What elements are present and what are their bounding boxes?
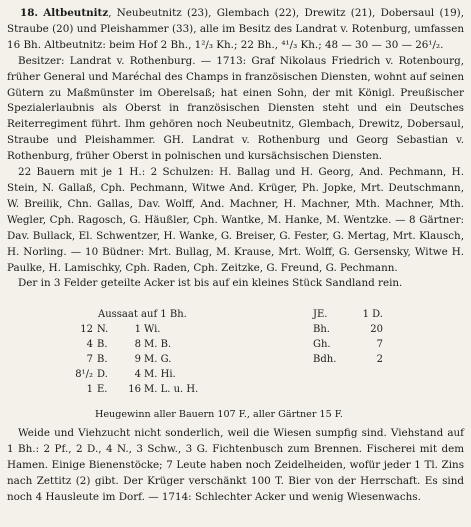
sowing-table-left <box>63 308 198 397</box>
table-row: JE. 1 D. <box>313 309 383 321</box>
entry-intro-paragraph <box>7 6 464 54</box>
entry-intro-text: , Neubeutnitz (23), Glembach (22), Drewitz (21), Dobersaul (19), Straube (20) und Pleishammer (33), alle im Besitz des Landrat v. Rotenburg, umfassen 16 Bh. Altbeutnitz: beim Hof 2 Bh., 1²/₃ Kh.; 22 Bh., ⁴¹/₃ Kh.; 48 — 30 — 30 — 26¹/₂. <box>7 7 464 51</box>
entry-place: Altbeutnitz <box>43 7 109 19</box>
hay-yield-line: Heugewinn aller Bauern 107 F., aller Gärtner 15 F. <box>95 409 343 421</box>
sowing-table <box>7 308 464 426</box>
table-row: Gh. 7 <box>313 339 383 351</box>
table-row: Bdh. 2 <box>313 353 383 365</box>
sowing-table-right <box>313 308 383 368</box>
entry-number: 18. <box>20 7 38 19</box>
table-row: 12 N. 1 Wi. <box>80 324 161 336</box>
closing-text <box>7 426 464 506</box>
inhabitants-paragraph: 22 Bauern mit je 1 H.: 2 Schulzen: H. Ballag und H. Georg, And. Pechmann, H. Stein, N. Gallaß, Cph. Pechmann, Witwe And. Krüger, Ph. Jopke, Mrt. Deutschmann, W. Breilik, Chn. Gallas, Dav. Wolff, And. Machner, H. Machner, Mth. Machner, Mth. Wegler, Cph. Ragosch, G. Häußler, Cph. Wantke, M. Hanke, M. Wentzke. — 8 Gärtner: Dav. Bullack, El. Schwentzer, H. Wanke, G. Breiser, G. Fester, G. Mertag, Mrt. Klausch, H. Norling. — 10 Büdner: Mrt. Bullag, M. Krause, Mrt. Wolff, G. Gersensky, Witwe H. Paulke, H. Lamischky, Cph. Raden, Cph. Zeitzke, G. Freund, G. Pechmann. <box>7 166 464 274</box>
sowing-title: Aussaat auf 1 Bh. <box>98 309 187 321</box>
table-row: 8¹/₂ D. 4 M. Hi. <box>75 368 176 380</box>
table-row: Bh. 20 <box>313 324 383 336</box>
table-row: 4 B. 8 M. B. <box>86 339 172 351</box>
entry-text <box>7 6 464 292</box>
table-row: 7 B. 9 M. G. <box>86 353 172 365</box>
owner-paragraph: Besitzer: Landrat v. Rothenburg. — 1713: Graf Nikolaus Friedrich v. Rotenbourg, früher General und Maréchal des Champs in französischen Diensten, wohnt auf seinen Gütern zu Maßmünster im Oberelsaß; hat einen Sohn, der mit Königl. Preußischer Spezialerlaubnis als Oberst in französischen Diensten steht und ein Deutsches Reiterregiment führt. Ihm gehören noch Neubeutnitz, Glembach, Drewitz, Dobersaul, Straube und Pleishammer. GH. Landrat v. Rothenburg und Georg Sebastian v. Rothenburg, früher Oberst in polnischen und kursächsischen Diensten. <box>7 54 464 163</box>
field-paragraph: Der in 3 Felder geteilte Acker ist bis auf ein kleines Stück Sandland rein. <box>18 277 403 290</box>
livestock-paragraph: Weide und Viehzucht nicht sonderlich, weil die Wiesen sumpfig sind. Viehstand auf 1 Bh.: 2 Pf., 2 D., 4 N., 3 Schw., 3 G. Fichtenbusch zum Brennen. Fischerei mit dem Hamen. Einige Bienenstöcke; 7 Leute haben noch Zeidelheiden, wofür jeder 1 Tl. Zins nach Zettitz (2) gibt. Der Krüger verschänkt 100 T. Bier von der Herrschaft. Es sind noch 4 Hausleute im Dorf. — 1714: Schlechter Acker und wenig Wiesenwachs. <box>7 427 464 503</box>
table-row: 1 E. 16 M. L. u. H. <box>86 383 199 395</box>
